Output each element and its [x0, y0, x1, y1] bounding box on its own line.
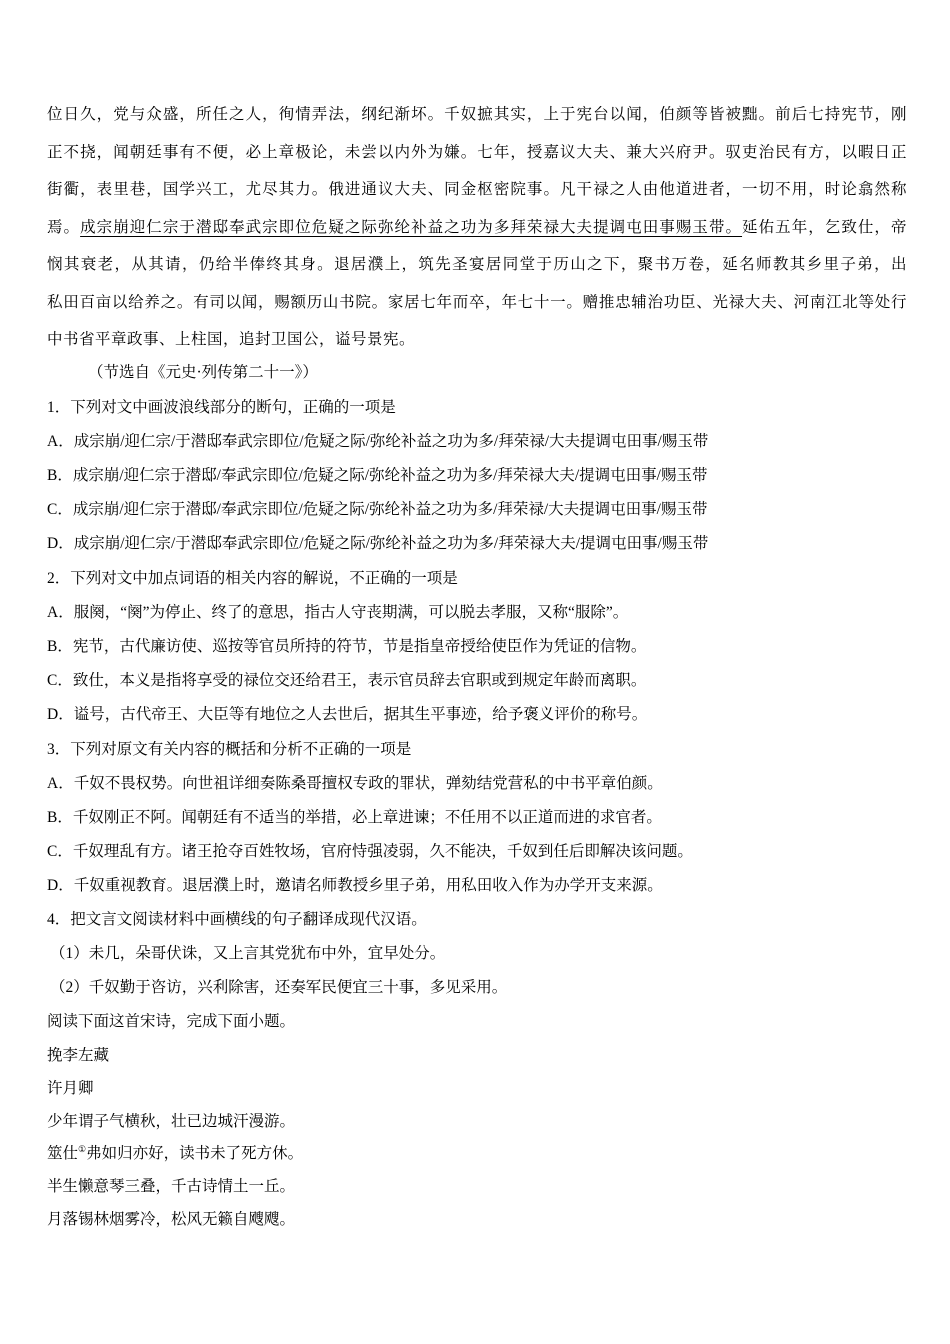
- question-3-stem: 3．下列对原文有关内容的概括和分析不正确的一项是: [47, 741, 412, 758]
- poem-intro: 阅读下面这首宋诗，完成下面小题。: [47, 1013, 296, 1030]
- question-4-part-2: （2）千奴勤于咨访，兴利除害，还奏军民便宜三十事，多见采用。: [50, 979, 508, 996]
- question-3-option-d: D．千奴重视教育。退居濮上时，邀请名师教授乡里子弟，用私田收入作为办学开支来源。: [47, 877, 663, 894]
- question-2-option-d: D．谥号，古代帝王、大臣等有地位之人去世后，据其生平事迹，给予褒义评价的称号。: [47, 706, 648, 723]
- passage-line: 悯其衰老，从其请，仍给半俸终其身。退居濮上，筑先圣宴居同堂于历山之下，聚书万卷，延名师教其乡里子弟，出: [47, 255, 907, 273]
- passage-line: 位日久，党与众盛，所任之人，徇情弄法，纲纪渐坏。千奴摭其实，上于宪台以闻，伯颜等皆被黜。前后七持宪节，刚: [47, 105, 907, 123]
- question-3-option-b: B．千奴刚正不阿。闻朝廷有不适当的举措，必上章进谏；不任用不以正道而进的求官者。: [47, 809, 662, 826]
- source-citation: （节选自《元史·列传第二十一》）: [88, 364, 318, 381]
- wavy-underlined-sentence: 成宗崩迎仁宗于潜邸奉武宗即位危疑之际弥纶补益之功为多拜荣禄大夫提调屯田事赐玉带。: [80, 217, 743, 236]
- question-2-stem: 2．下列对文中加点词语的相关内容的解说，不正确的一项是: [47, 570, 458, 587]
- passage-text: [47, 96, 907, 359]
- question-2-option-a: A．服阕，“阕”为停止、终了的意思，指古人守丧期满，可以脱去孝服，又称“服除”。: [47, 604, 629, 621]
- question-2-option-c: C．致仕，本义是指将享受的禄位交还给君王，表示官员辞去官职或到规定年龄而离职。: [47, 672, 647, 689]
- poem-line-2-end: 弗如归亦好，读书未了死方休。: [86, 1145, 304, 1162]
- poem-title: 挽李左藏: [47, 1047, 110, 1064]
- question-4-part-1: （1）未几，朵哥伏诛，又上言其党犹布中外，宜早处分。: [50, 945, 446, 962]
- passage-line-underlined: [47, 209, 907, 247]
- passage-line: 私田百亩以给养之。有司以闻，赐额历山书院。家居七年而卒，年七十一。赠推忠辅治功臣、光禄大夫、河南江北等处行: [47, 292, 907, 311]
- footnote-marker: ①: [78, 1143, 87, 1154]
- question-1-option-b: B．成宗崩/迎仁宗于潜邸/奉武宗即位/危疑之际/弥纶补益之功为多/拜荣禄大夫/提调屯田事/赐玉带: [47, 467, 708, 484]
- passage-line: 正不挠，闻朝廷事有不便，必上章极论，未尝以内外为嫌。七年，授嘉议大夫、兼大兴府尹。驭吏治民有方，以暇日正: [47, 142, 907, 161]
- poem-line-2: [47, 1141, 303, 1163]
- poem-line-4: 月落锡林烟雾冷，松风无籁自飕飕。: [47, 1211, 296, 1228]
- question-1-stem: 1．下列对文中画波浪线部分的断句，正确的一项是: [47, 399, 396, 416]
- poem-line-1: 少年谓子气横秋，壮已边城汗漫游。: [47, 1113, 296, 1130]
- question-4-stem: 4．把文言文阅读材料中画横线的句子翻译成现代汉语。: [47, 911, 427, 928]
- question-2-option-b: B．宪节，古代廉访使、巡按等官员所持的符节，节是指皇帝授给使臣作为凭证的信物。: [47, 638, 647, 655]
- poem-line-3: 半生懒意琴三叠，千古诗情土一丘。: [47, 1178, 296, 1195]
- poem-line-2-start: 筮仕: [47, 1145, 79, 1162]
- question-1-option-d: D．成宗崩/迎仁宗/于潜邸奉武宗即位/危疑之际/弥纶补益之功为多/拜荣禄大夫/提调屯田事/赐玉带: [47, 535, 709, 552]
- passage-line: 街衢，表里巷，国学兴工，尤尽其力。俄进通议大夫、同金枢密院事。凡干禄之人由他道进者，一切不用，时论翕然称: [47, 180, 907, 198]
- passage-line-start: 焉。: [47, 217, 81, 236]
- passage-line: 中书省平章政事、上柱国，追封卫国公，谥号景宪。: [47, 330, 416, 348]
- passage-line-end: 延佑五年，乞致仕，帝: [742, 217, 907, 236]
- question-1-option-c: C．成宗崩/迎仁宗于潜邸/奉武宗即位/危疑之际/弥纶补益之功为多/拜荣禄/大夫提调屯田事/赐玉带: [47, 501, 708, 518]
- question-3-option-c: C．千奴理乱有方。诸王抢夺百姓牧场，官府恃强凌弱，久不能决，千奴到任后即解决该问题。: [47, 843, 693, 860]
- poem-author: 许月卿: [47, 1080, 94, 1097]
- question-3-option-a: A．千奴不畏权势。向世祖详细奏陈桑哥擅权专政的罪状，弹劾结党营私的中书平章伯颜。: [47, 775, 663, 792]
- question-1-option-a: A．成宗崩/迎仁宗/于潜邸奉武宗即位/危疑之际/弥纶补益之功为多/拜荣禄/大夫提调屯田事/赐玉带: [47, 433, 709, 450]
